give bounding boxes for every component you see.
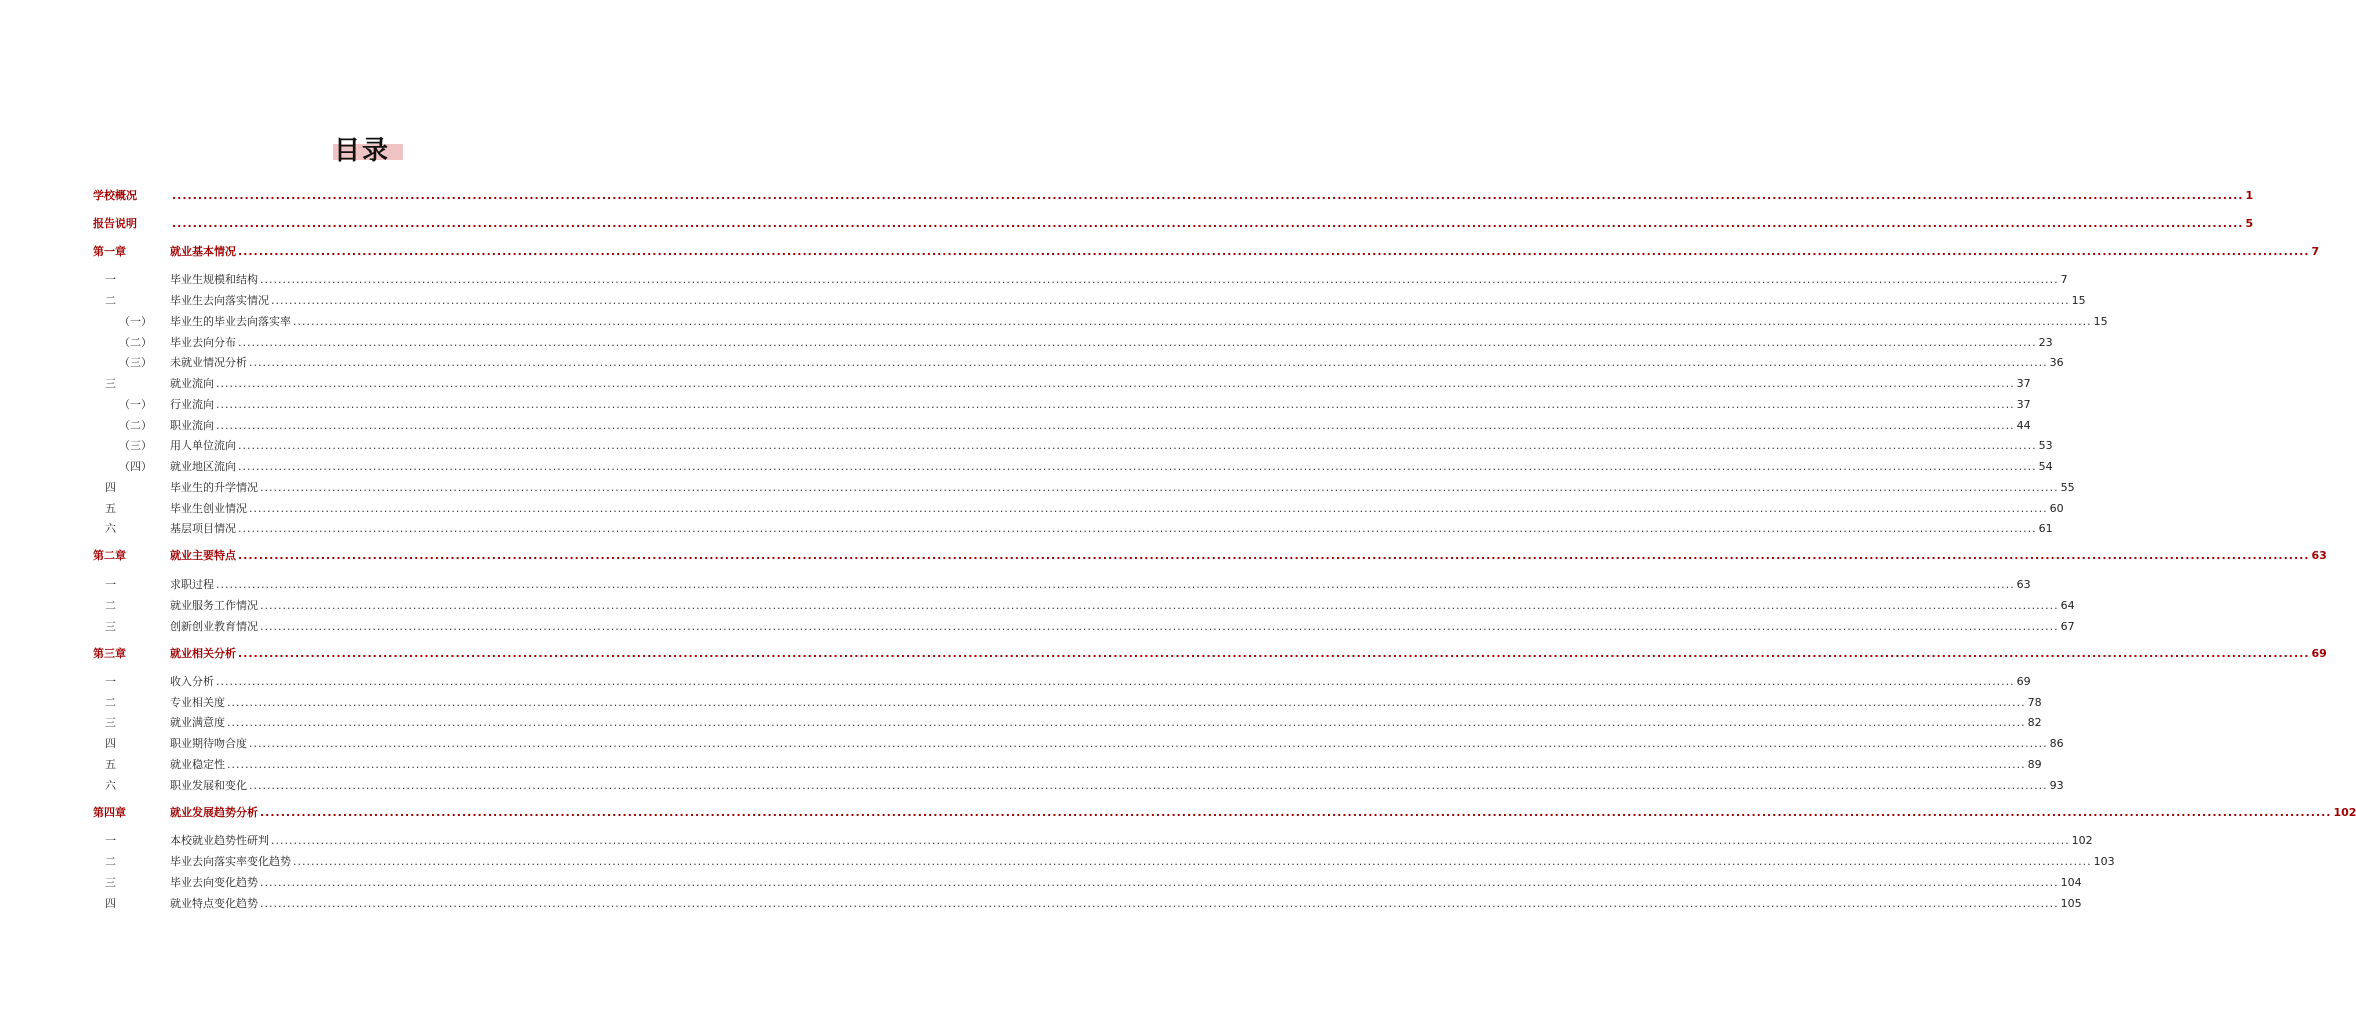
toc-entry-label: 毕业生去向落实情况 — [170, 294, 269, 307]
toc-entry[interactable] — [93, 754, 2042, 772]
toc-entry[interactable] — [93, 435, 2053, 453]
toc-leader-dots: ................................................................................................................................................................................................................................................................................................................................................................................................................ — [227, 758, 2026, 771]
toc-entry-number: 一 — [105, 675, 116, 688]
toc-entry[interactable] — [93, 477, 2075, 495]
toc-entry[interactable] — [93, 518, 2053, 536]
toc-entry-page: 36 — [2049, 356, 2064, 369]
toc-entry[interactable] — [93, 415, 2031, 433]
toc-entry-number: 三 — [105, 876, 116, 889]
toc-entry[interactable] — [93, 574, 2031, 592]
toc-entry-number: （四） — [119, 460, 152, 473]
toc-entry-number: 二 — [105, 855, 116, 868]
toc-entry-number: 五 — [105, 758, 116, 771]
toc-entry-page: 64 — [2060, 599, 2075, 612]
toc-entry-label: 职业期待吻合度 — [170, 737, 247, 750]
toc-entry-number: （三） — [119, 439, 152, 452]
toc-entry[interactable] — [93, 311, 2108, 329]
toc-entry-label: 毕业生规模和结构 — [170, 273, 258, 286]
toc-entry-number: 二 — [105, 696, 116, 709]
toc-leader-dots: ................................................................................................................................................................................................................................................................................................................................................................................................................ — [216, 377, 2015, 390]
toc-entry-label: 就业满意度 — [170, 716, 225, 729]
toc-entry-label: 基层项目情况 — [170, 522, 236, 535]
toc-entry[interactable] — [93, 893, 2082, 911]
toc-entry-page: 69 — [2016, 675, 2031, 688]
toc-entry-label: 就业相关分析 — [170, 647, 236, 660]
toc-leader-dots: ................................................................................................................................................................................................................................................................................................................................................................................................................ — [271, 834, 2070, 847]
toc-entry-label: 职业发展和变化 — [170, 779, 247, 792]
toc-entry-label: 就业地区流向 — [170, 460, 236, 473]
toc-entry-label: 就业流向 — [170, 377, 214, 390]
toc-entry-label: 毕业去向分布 — [170, 336, 236, 349]
toc-entry-page: 63 — [2016, 578, 2031, 591]
toc-entry-page: 54 — [2038, 460, 2053, 473]
toc-entry-number: （一） — [119, 315, 152, 328]
toc-leader-dots: ................................................................................................................................................................................................................................................................................................................................................................................................................ — [172, 189, 2244, 202]
toc-entry-number: 第三章 — [93, 647, 126, 660]
toc-leader-dots: ................................................................................................................................................................................................................................................................................................................................................................................................................ — [227, 716, 2026, 729]
toc-leader-dots: ................................................................................................................................................................................................................................................................................................................................................................................................................ — [260, 481, 2059, 494]
toc-entry[interactable] — [93, 712, 2042, 730]
toc-entry-label: 本校就业趋势性研判 — [170, 834, 269, 847]
toc-entry[interactable] — [93, 616, 2075, 634]
title-wrap — [0, 130, 724, 167]
toc-leader-dots: ................................................................................................................................................................................................................................................................................................................................................................................................................ — [238, 439, 2037, 452]
toc-entry-number: 二 — [105, 599, 116, 612]
toc-leader-dots: ................................................................................................................................................................................................................................................................................................................................................................................................................ — [216, 419, 2015, 432]
toc-entry[interactable] — [93, 269, 2068, 287]
toc-entry-page: 55 — [2060, 481, 2075, 494]
toc-entry-page: 15 — [2093, 315, 2108, 328]
toc-entry-page: 86 — [2049, 737, 2064, 750]
toc-entry[interactable] — [93, 352, 2064, 370]
toc-leader-dots: ................................................................................................................................................................................................................................................................................................................................................................................................................ — [172, 217, 2244, 230]
toc-entry[interactable] — [93, 545, 2327, 563]
toc-entry-page: 82 — [2027, 716, 2042, 729]
toc-entry[interactable] — [93, 671, 2031, 689]
toc-entry-page: 23 — [2038, 336, 2053, 349]
toc-entry-label: 未就业情况分析 — [170, 356, 247, 369]
toc-entry-page: 53 — [2038, 439, 2053, 452]
toc-entry[interactable] — [93, 802, 2356, 820]
toc-entry-number: 三 — [105, 377, 116, 390]
toc-leader-dots: ................................................................................................................................................................................................................................................................................................................................................................................................................ — [238, 245, 2310, 258]
toc-entry-number: （一） — [119, 398, 152, 411]
toc-entry-number: 五 — [105, 502, 116, 515]
toc-entry-label: 职业流向 — [170, 419, 214, 432]
toc-entry-page: 5 — [2245, 217, 2254, 230]
toc-entry-number: 报告说明 — [93, 217, 137, 230]
toc-entry-number: 四 — [105, 897, 116, 910]
toc-leader-dots: ................................................................................................................................................................................................................................................................................................................................................................................................................ — [216, 578, 2015, 591]
toc-entry[interactable] — [93, 498, 2064, 516]
toc-entry[interactable] — [93, 185, 2254, 203]
toc-entry-number: 二 — [105, 294, 116, 307]
toc-entry-number: （二） — [119, 419, 152, 432]
toc-entry-page: 102 — [2071, 834, 2093, 847]
toc-entry-label: 毕业生的毕业去向落实率 — [170, 315, 291, 328]
toc-leader-dots: ................................................................................................................................................................................................................................................................................................................................................................................................................ — [216, 675, 2015, 688]
toc-entry-number: 第一章 — [93, 245, 126, 258]
toc-leader-dots: ................................................................................................................................................................................................................................................................................................................................................................................................................ — [249, 737, 2048, 750]
toc-entry[interactable] — [93, 872, 2082, 890]
toc-entry-label: 毕业去向落实率变化趋势 — [170, 855, 291, 868]
toc-leader-dots: ................................................................................................................................................................................................................................................................................................................................................................................................................ — [260, 620, 2059, 633]
toc-entry-label: 收入分析 — [170, 675, 214, 688]
toc-entry[interactable] — [93, 595, 2075, 613]
toc-entry-label: 毕业生创业情况 — [170, 502, 247, 515]
toc-entry-page: 60 — [2049, 502, 2064, 515]
toc-entry-page: 15 — [2071, 294, 2086, 307]
toc-entry-number: 一 — [105, 273, 116, 286]
toc-entry[interactable] — [93, 373, 2031, 391]
toc-entry[interactable] — [93, 830, 2093, 848]
toc-leader-dots: ................................................................................................................................................................................................................................................................................................................................................................................................................ — [238, 647, 2310, 660]
toc-leader-dots: ................................................................................................................................................................................................................................................................................................................................................................................................................ — [293, 315, 2092, 328]
toc-entry-page: 69 — [2311, 647, 2327, 660]
toc-leader-dots: ................................................................................................................................................................................................................................................................................................................................................................................................................ — [260, 273, 2059, 286]
toc-entry-page: 37 — [2016, 377, 2031, 390]
toc-entry[interactable] — [93, 775, 2064, 793]
toc-entry-page: 44 — [2016, 419, 2031, 432]
toc-entry-page: 89 — [2027, 758, 2042, 771]
toc-entry-page: 67 — [2060, 620, 2075, 633]
toc-entry-page: 7 — [2311, 245, 2320, 258]
toc-entry-page: 37 — [2016, 398, 2031, 411]
toc-entry-page: 102 — [2333, 806, 2356, 819]
toc-entry-number: 六 — [105, 779, 116, 792]
toc-entry-label: 创新创业教育情况 — [170, 620, 258, 633]
toc-entry[interactable] — [93, 332, 2053, 350]
toc-entry-page: 7 — [2060, 273, 2068, 286]
toc-leader-dots: ................................................................................................................................................................................................................................................................................................................................................................................................................ — [238, 549, 2310, 562]
toc-leader-dots: ................................................................................................................................................................................................................................................................................................................................................................................................................ — [293, 855, 2092, 868]
toc-entry-number: 一 — [105, 834, 116, 847]
toc-entry-page: 93 — [2049, 779, 2064, 792]
toc-leader-dots: ................................................................................................................................................................................................................................................................................................................................................................................................................ — [238, 336, 2037, 349]
toc-entry-number: （二） — [119, 336, 152, 349]
toc-entry-label: 就业特点变化趋势 — [170, 897, 258, 910]
toc-leader-dots: ................................................................................................................................................................................................................................................................................................................................................................................................................ — [260, 876, 2059, 889]
toc-entry[interactable] — [93, 456, 2053, 474]
page-title: 目录 — [333, 136, 390, 166]
toc-leader-dots: ................................................................................................................................................................................................................................................................................................................................................................................................................ — [216, 398, 2015, 411]
toc-entry-label: 就业基本情况 — [170, 245, 236, 258]
toc-entry-label: 就业稳定性 — [170, 758, 225, 771]
toc-entry-label: 就业发展趋势分析 — [170, 806, 258, 819]
toc-entry[interactable] — [93, 290, 2086, 308]
toc-entry-label: 用人单位流向 — [170, 439, 236, 452]
toc-entry-number: （三） — [119, 356, 152, 369]
toc-entry-number: 第二章 — [93, 549, 126, 562]
toc-entry[interactable] — [93, 851, 2115, 869]
toc-leader-dots: ................................................................................................................................................................................................................................................................................................................................................................................................................ — [260, 599, 2059, 612]
toc-entry-number: 第四章 — [93, 806, 126, 819]
toc-entry[interactable] — [93, 643, 2327, 661]
toc-entry-page: 1 — [2245, 189, 2254, 202]
toc-entry-number: 四 — [105, 481, 116, 494]
toc-leader-dots: ................................................................................................................................................................................................................................................................................................................................................................................................................ — [249, 356, 2048, 369]
toc-entry-label: 专业相关度 — [170, 696, 225, 709]
toc-entry-label: 就业服务工作情况 — [170, 599, 258, 612]
toc-entry-page: 63 — [2311, 549, 2327, 562]
toc-entry-page: 78 — [2027, 696, 2042, 709]
toc-entry-page: 61 — [2038, 522, 2053, 535]
toc-entry-number: 一 — [105, 578, 116, 591]
toc-entry[interactable] — [93, 241, 2320, 259]
toc-entry-number: 三 — [105, 716, 116, 729]
toc-entry-label: 毕业去向变化趋势 — [170, 876, 258, 889]
toc-entry-number: 四 — [105, 737, 116, 750]
toc-entry[interactable] — [93, 692, 2042, 710]
toc-leader-dots: ................................................................................................................................................................................................................................................................................................................................................................................................................ — [238, 460, 2037, 473]
toc-entry-number: 学校概况 — [93, 189, 137, 202]
toc-entry-page: 105 — [2060, 897, 2082, 910]
toc-entry-page: 104 — [2060, 876, 2082, 889]
toc-entry[interactable] — [93, 213, 2254, 231]
toc-entry-label: 行业流向 — [170, 398, 214, 411]
toc-entry-number: 六 — [105, 522, 116, 535]
toc-entry-number: 三 — [105, 620, 116, 633]
toc-leader-dots: ................................................................................................................................................................................................................................................................................................................................................................................................................ — [260, 806, 2332, 819]
toc-leader-dots: ................................................................................................................................................................................................................................................................................................................................................................................................................ — [249, 779, 2048, 792]
toc-leader-dots: ................................................................................................................................................................................................................................................................................................................................................................................................................ — [227, 696, 2026, 709]
toc-entry-label: 求职过程 — [170, 578, 214, 591]
toc-entry-label: 毕业生的升学情况 — [170, 481, 258, 494]
toc-leader-dots: ................................................................................................................................................................................................................................................................................................................................................................................................................ — [271, 294, 2070, 307]
toc-entry[interactable] — [93, 733, 2064, 751]
toc-entry[interactable] — [93, 394, 2031, 412]
toc-entry-page: 103 — [2093, 855, 2115, 868]
toc-leader-dots: ................................................................................................................................................................................................................................................................................................................................................................................................................ — [238, 522, 2037, 535]
toc-leader-dots: ................................................................................................................................................................................................................................................................................................................................................................................................................ — [260, 897, 2059, 910]
toc-leader-dots: ................................................................................................................................................................................................................................................................................................................................................................................................................ — [249, 502, 2048, 515]
toc-entry-label: 就业主要特点 — [170, 549, 236, 562]
